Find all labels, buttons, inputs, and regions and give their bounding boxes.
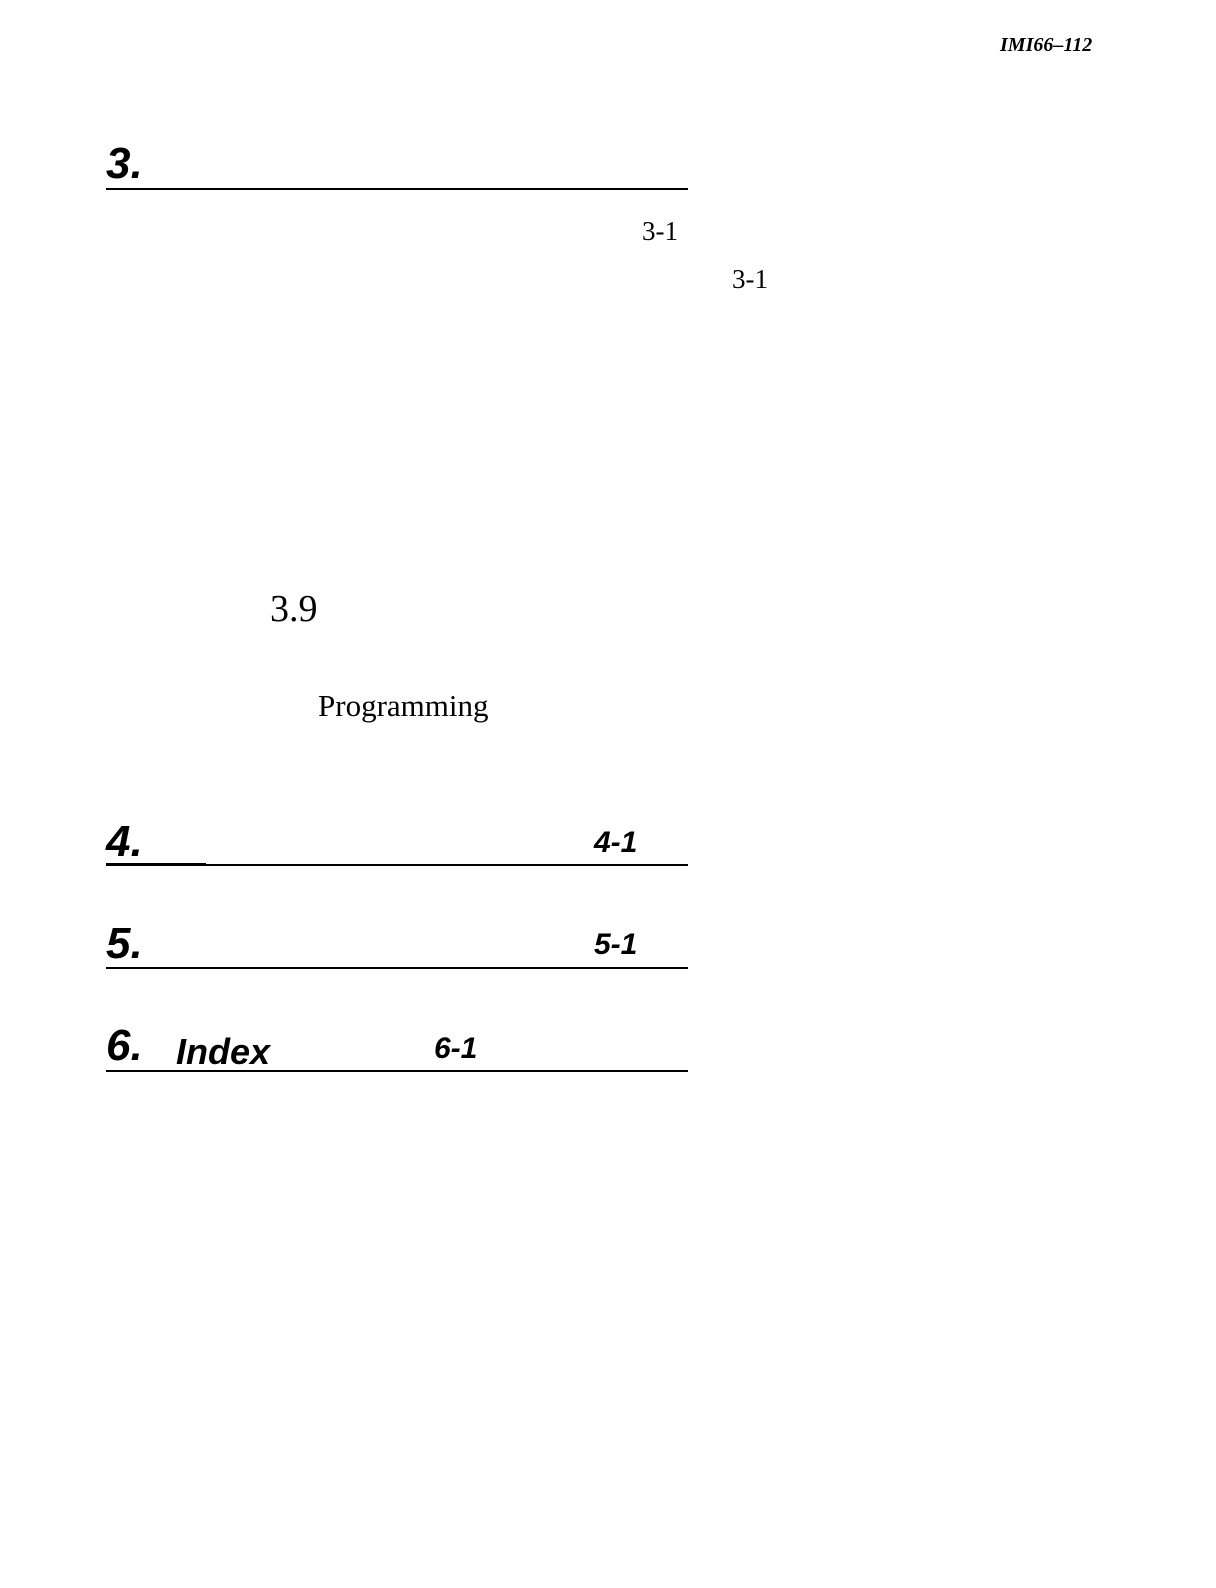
section-title: Index (176, 1031, 271, 1072)
section-number: 4. (106, 817, 143, 866)
section-number: 3. (106, 139, 143, 188)
document-id: IMI66–112 (1000, 34, 1093, 56)
section-number: 6. (106, 1021, 143, 1070)
subsection-text: Programming (318, 688, 489, 723)
subsection-number: 3.9 (270, 588, 318, 630)
section-rule (106, 1070, 688, 1072)
section-number: 5. (106, 919, 143, 968)
section-page: 6-1 (434, 1032, 478, 1065)
toc-entry-page: 3-1 (642, 216, 678, 246)
section-rule (106, 967, 688, 969)
section-page: 5-1 (594, 928, 638, 961)
section-rule (106, 188, 688, 190)
section-page: 4-1 (594, 826, 638, 859)
toc-entry-page: 3-1 (732, 264, 768, 294)
section-rule (106, 864, 688, 866)
